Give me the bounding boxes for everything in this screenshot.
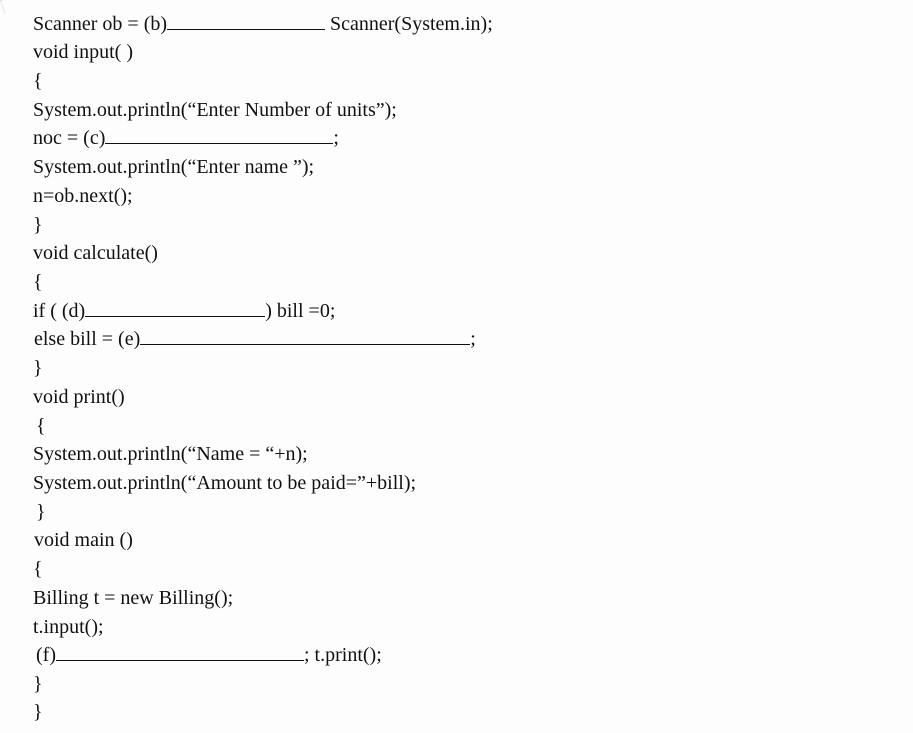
code-line-brace-close: } [36, 501, 46, 523]
code-line-main-decl: void main () [34, 529, 133, 551]
code-text: noc = (c) [33, 127, 106, 149]
answer-blank-f[interactable] [56, 643, 304, 661]
code-line-brace-open: { [33, 271, 43, 293]
code-text: Scanner(System.in); [325, 13, 493, 35]
code-text: ) bill =0; [265, 300, 336, 322]
code-line-brace-open: { [36, 415, 46, 437]
code-line-brace-open: { [33, 558, 43, 580]
answer-blank-b[interactable] [167, 12, 325, 30]
code-text: ; t.print(); [303, 644, 382, 666]
code-line-if [33, 298, 335, 324]
code-line-calculate-decl: void calculate() [33, 242, 158, 264]
code-line-println-amount: System.out.println(“Amount to be paid=”+bill); [33, 472, 417, 494]
code-text: (f) [36, 644, 56, 666]
code-text: if ( (d) [33, 300, 86, 322]
answer-blank-e[interactable] [140, 327, 470, 345]
code-line-brace-close: } [33, 701, 43, 723]
code-line-brace-close: } [33, 673, 43, 695]
code-text: ; [333, 127, 339, 149]
code-line-brace-close: } [33, 357, 43, 379]
code-line-input-decl: void input( ) [33, 41, 133, 63]
answer-blank-c[interactable] [105, 126, 333, 144]
code-line-t-input: t.input(); [33, 616, 104, 638]
code-line-brace-close: } [33, 214, 43, 236]
code-text: Scanner ob = (b) [33, 13, 168, 35]
code-text: ; [470, 328, 476, 350]
code-text: else bill = (e) [34, 328, 141, 350]
scan-corner-mark [0, 0, 34, 14]
code-line-println-name-out: System.out.println(“Name = “+n); [33, 443, 308, 465]
code-line-next: n=ob.next(); [33, 185, 133, 207]
code-line-println-units: System.out.println(“Enter Number of units”); [33, 99, 397, 121]
code-line-noc [33, 125, 339, 151]
code-line-println-name: System.out.println(“Enter name ”); [33, 156, 315, 178]
code-line-scanner [33, 11, 493, 37]
code-line-f [36, 642, 382, 668]
code-line-else [34, 326, 476, 352]
code-line-brace-open: { [33, 70, 43, 92]
code-line-new-billing: Billing t = new Billing(); [33, 587, 234, 609]
answer-blank-d[interactable] [85, 299, 265, 317]
code-line-print-decl: void print() [33, 386, 125, 408]
